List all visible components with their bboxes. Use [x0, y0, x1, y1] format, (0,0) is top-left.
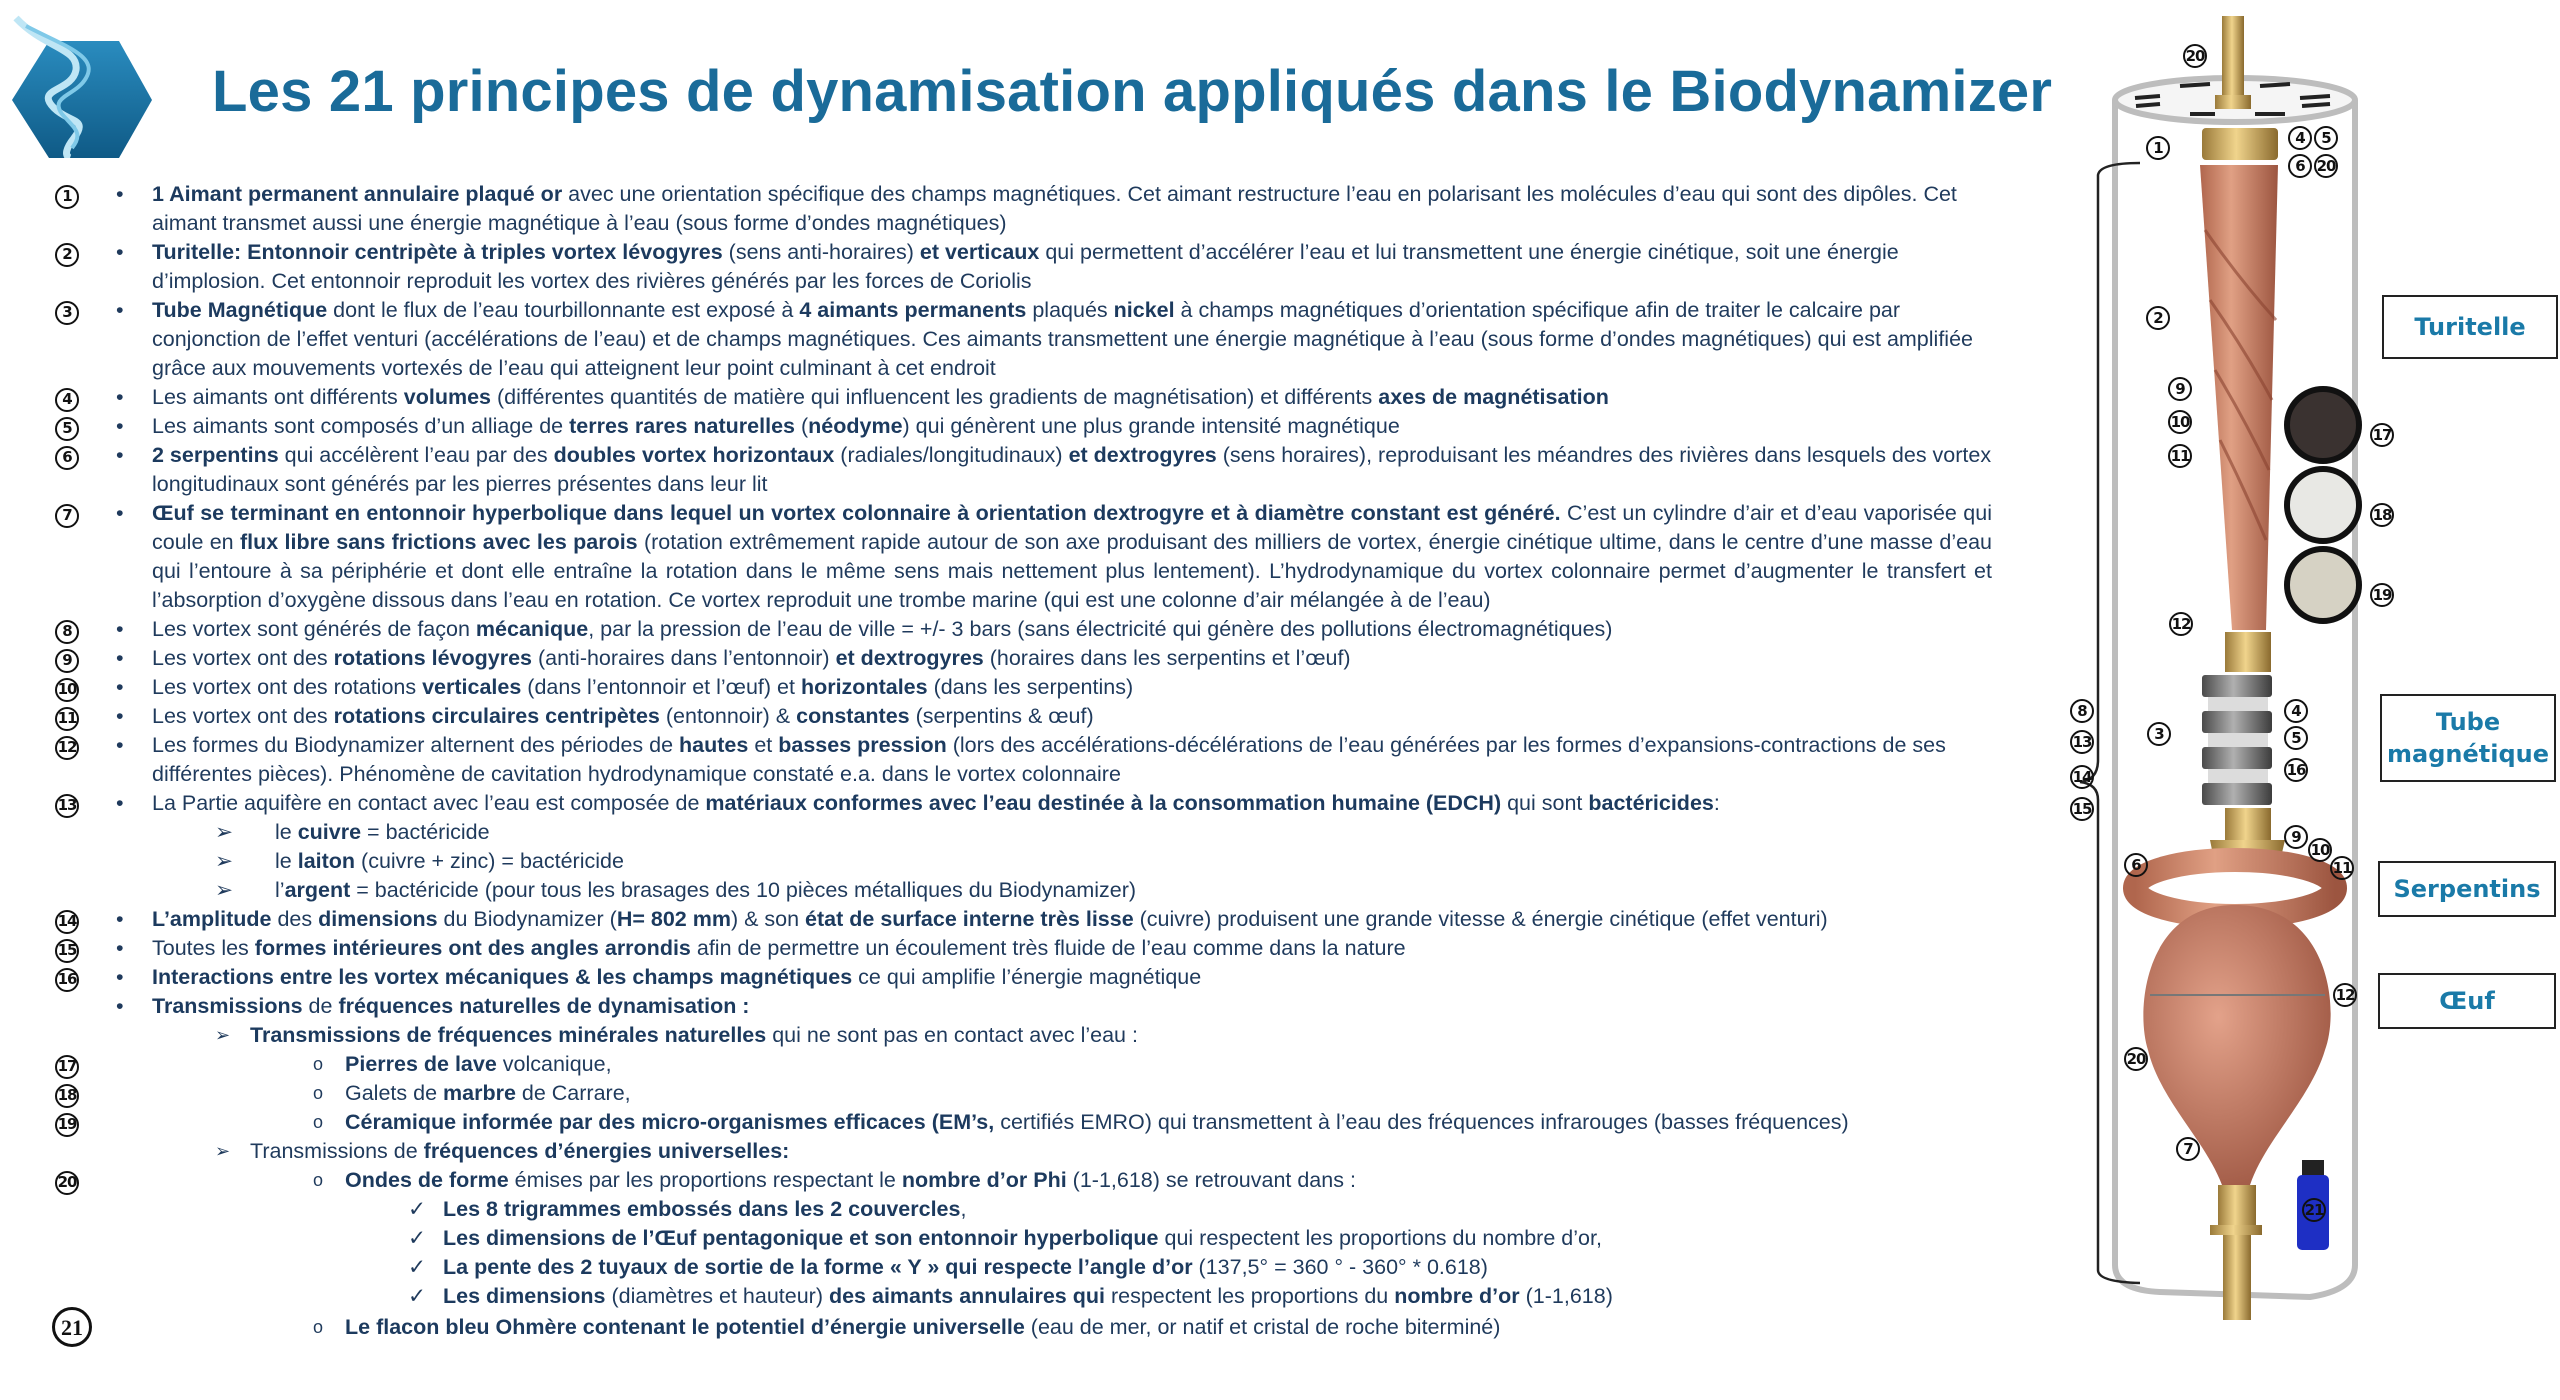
bullet-icon: ✓: [408, 1197, 427, 1221]
callout-4: 4: [2288, 126, 2312, 150]
text: du Biodynamizer (: [437, 907, 617, 931]
callout-1: 1: [2146, 136, 2170, 160]
callout-4: 4: [2284, 699, 2308, 723]
bold-text: basses pression: [778, 733, 947, 757]
bold-text: Œuf se terminant en entonnoir hyperbolique dans lequel un vortex colonnaire à orientation dextrogyre et à diamètre constant est généré.: [152, 501, 1561, 525]
principle-number: [52, 963, 82, 992]
principle-row: [0, 731, 1992, 789]
principle-text: [275, 849, 624, 873]
callout-11: 11: [2330, 856, 2354, 880]
principle-row: [0, 992, 1992, 1021]
principle-row: [0, 238, 1992, 296]
principle-number: [52, 441, 82, 470]
text: de Carrare,: [515, 1081, 631, 1105]
callout-15: 15: [2070, 797, 2094, 821]
principle-text: [152, 733, 1946, 786]
text: = bactéricide: [361, 820, 490, 844]
principle-text: [152, 385, 1609, 409]
label-tube-magnetique: Tube magnétique: [2380, 694, 2556, 782]
principle-number: [52, 702, 82, 731]
bold-text: volumes: [403, 385, 492, 409]
principle-row: [0, 1137, 2000, 1166]
principle-row: [0, 905, 1992, 934]
bold-text: 2 serpentins: [152, 443, 279, 467]
bullet-icon: o: [313, 1317, 324, 1337]
text: avec une orientation spécifique des champs magnétiques. Cet aimant restructure l’eau en polarisant les molécules d’eau qui sont des dipôles. Cet aimant transmet aussi une énergie magnétique à l’eau (sous forme d’ondes magnétiques): [152, 182, 1957, 235]
principle-row: [0, 1282, 2000, 1311]
principle-number: [52, 180, 82, 209]
principle-text: [152, 907, 1828, 931]
principle-number: [52, 296, 82, 325]
bold-text: 4 aimants permanents: [799, 298, 1027, 322]
text: Transmissions de: [250, 1139, 424, 1163]
bullet-icon: •: [116, 298, 124, 322]
bold-text: laiton: [297, 849, 356, 873]
callout-16: 16: [2284, 758, 2308, 782]
principle-text: [152, 501, 1992, 612]
label-oeuf: Œuf: [2378, 973, 2556, 1029]
principle-row: [0, 934, 1992, 963]
bold-text: Les dimensions: [443, 1284, 606, 1308]
text: C’est un cylindre d’air et d’eau vaporisée qui coule en: [152, 501, 1992, 554]
text: , par la pression de l’eau de ville = +/- 3 bars (sans électricité qui génère des pollutions électromagnétiques): [588, 617, 1613, 641]
bullet-icon: •: [116, 182, 124, 206]
circled-number-icon: 7: [55, 504, 79, 528]
bullet-icon: •: [116, 443, 124, 467]
circled-number-icon: 15: [55, 939, 79, 963]
bold-text: formes intérieures ont des angles arrondis: [254, 936, 691, 960]
bold-text: mécanique: [475, 617, 589, 641]
bold-text: marbre: [443, 1081, 516, 1105]
bold-text: matériaux conformes avec l’eau destinée à la consommation humaine (EDCH): [705, 791, 1502, 815]
circled-number-icon: 21: [52, 1307, 92, 1347]
bold-text: et dextrogyres: [1068, 443, 1217, 467]
text: dont le flux de l’eau tourbillonnante est exposé à: [327, 298, 800, 322]
circled-number-icon: 12: [55, 736, 79, 760]
callout-18: 18: [2370, 503, 2394, 527]
bullet-icon: ➢: [215, 878, 234, 902]
bold-text: 1 Aimant permanent annulaire plaqué or: [152, 182, 563, 206]
bullet-icon: •: [116, 240, 124, 264]
callout-6: 6: [2288, 154, 2312, 178]
callout-20: 20: [2183, 44, 2207, 68]
bold-text: Transmissions de fréquences minérales naturelles: [250, 1023, 767, 1047]
circled-number-icon: 19: [55, 1113, 79, 1137]
circled-number-icon: 14: [55, 910, 79, 934]
bold-text: Le flacon bleu Ohmère contenant le potentiel d’énergie universelle: [345, 1315, 1025, 1339]
bullet-icon: ✓: [408, 1255, 427, 1279]
circled-number-icon: 11: [55, 707, 79, 731]
text: Les vortex ont des: [152, 704, 334, 728]
bullet-icon: •: [116, 501, 124, 525]
principle-number: [52, 412, 82, 441]
callout-7: 7: [2176, 1137, 2200, 1161]
principle-row: [0, 702, 1992, 731]
bold-text: verticales: [422, 675, 522, 699]
bold-text: et verticaux: [919, 240, 1040, 264]
principle-row: [0, 1166, 2000, 1195]
bullet-icon: ➢: [215, 820, 234, 844]
circled-number-icon: 4: [55, 388, 79, 412]
bold-text: terres rares naturelles: [569, 414, 795, 438]
principle-row: [0, 1050, 2000, 1079]
label-turitelle: Turitelle: [2382, 295, 2558, 359]
bullet-icon: •: [116, 704, 124, 728]
principle-row: [0, 963, 1992, 992]
circled-number-icon: 8: [55, 620, 79, 644]
bullet-icon: •: [116, 907, 124, 931]
principle-number: [52, 1307, 82, 1347]
callout-17: 17: [2370, 423, 2394, 447]
bold-text: néodyme: [808, 414, 903, 438]
bold-text: dimensions: [318, 907, 438, 931]
principle-row: [0, 1253, 2000, 1282]
text: (horaires dans les serpentins et l’œuf): [983, 646, 1351, 670]
callout-10: 10: [2308, 838, 2332, 862]
text: (137,5° = 360 ° - 360° * 0.618): [1192, 1255, 1488, 1279]
principle-text: [443, 1226, 1602, 1250]
text: et: [748, 733, 779, 757]
bold-text: Turitelle: Entonnoir centripète à triples vortex lévogyres: [152, 240, 723, 264]
bullet-icon: •: [116, 617, 124, 641]
bullet-icon: ✓: [408, 1226, 427, 1250]
principle-row: [0, 296, 1992, 383]
principle-number: [52, 789, 82, 818]
bold-text: argent: [284, 878, 351, 902]
flask-cap: [2302, 1160, 2324, 1176]
callout-19: 19: [2370, 583, 2394, 607]
text: à champs magnétiques d’orientation spécifique afin de traiter le calcaire par conjonction de l’effet venturi (accélérations de l’eau) et de champs magnétiques. Ces aimants transmettent une énergie magnétique à l’eau (sous forme d’ondes magnétiques) qui est amplifiée grâce aux mouvements vortexés de l’eau qui atteignent leur point culminant à cet endroit: [152, 298, 1973, 380]
principle-row: [0, 180, 1992, 238]
text: (cuivre) produisent une grande vitesse & énergie cinétique (effet venturi): [1133, 907, 1828, 931]
bold-text: des aimants annulaires qui: [828, 1284, 1105, 1308]
principle-text: [152, 704, 1094, 728]
callout-12: 12: [2169, 612, 2193, 636]
principle-row: [0, 412, 1992, 441]
text: qui permettent d’accélérer l’eau et lui transmettent une énergie cinétique, soit une énergie d’implosion. Cet entonnoir reproduit les vortex des rivières générés par les forces de Coriolis: [152, 240, 1899, 293]
principle-text: [152, 994, 749, 1018]
principle-row: [0, 615, 1992, 644]
bullet-icon: ➢: [215, 849, 234, 873]
principle-row: [0, 1021, 2000, 1050]
callout-8: 8: [2070, 699, 2094, 723]
text: (eau de mer, or natif et cristal de roche biterminé): [1024, 1315, 1501, 1339]
circled-number-icon: 13: [55, 794, 79, 818]
circled-number-icon: 1: [55, 185, 79, 209]
principle-row: [0, 499, 2002, 615]
text: :: [1713, 791, 1720, 815]
text: Les vortex ont des rotations: [152, 675, 423, 699]
principle-row: [0, 1079, 2000, 1108]
bullet-icon: o: [313, 1054, 324, 1074]
principle-number: [52, 905, 82, 934]
principle-number: [52, 383, 82, 412]
circled-number-icon: 16: [55, 968, 79, 992]
bracket: [2080, 163, 2140, 1283]
bullet-icon: •: [116, 791, 124, 815]
principle-row: [0, 1224, 2000, 1253]
bullet-icon: •: [116, 936, 124, 960]
bullet-icon: •: [116, 385, 124, 409]
text: (dans l’entonnoir et l’œuf) et: [521, 675, 801, 699]
bullet-icon: •: [116, 965, 124, 989]
text: ce qui amplifie l’énergie magnétique: [852, 965, 1202, 989]
circled-number-icon: 2: [55, 243, 79, 267]
text: (sens horaires), reproduisant les méandres des rivières dans lesquels des vortex longitudinaux sont générés par les pierres présentes dans leur lit: [152, 443, 1992, 496]
callout-5: 5: [2314, 126, 2338, 150]
vortex-hexagon-logo: [4, 8, 154, 158]
text: (dans les serpentins): [927, 675, 1134, 699]
text: Les vortex ont des: [152, 646, 334, 670]
principle-row: [0, 789, 1992, 818]
text: qui respectent les proportions du nombre d’or,: [1158, 1226, 1602, 1250]
circled-number-icon: 18: [55, 1084, 79, 1108]
circled-number-icon: 3: [55, 301, 79, 325]
bold-text: H= 802 mm: [616, 907, 731, 931]
principle-row: [0, 644, 1992, 673]
text: Toutes les: [152, 936, 255, 960]
principle-text: [345, 1168, 1356, 1192]
text: (lors des accélérations-décélérations de l’eau générées par les formes d’expansions-contractions de ses différentes pièces). Phénomène de cavitation hydrodynamique constaté e.a. dans le vortex colonnaire: [152, 733, 1946, 786]
principle-text: [152, 240, 1899, 293]
bold-text: flux libre sans frictions avec les parois: [239, 530, 638, 554]
principle-text: [152, 298, 1973, 380]
text: respectent les proportions du: [1104, 1284, 1395, 1308]
text: (radiales/longitudinaux): [834, 443, 1069, 467]
bold-text: nickel: [1113, 298, 1175, 322]
principle-number: [52, 673, 82, 702]
callout-12: 12: [2333, 983, 2357, 1007]
principle-text: [443, 1255, 1488, 1279]
bold-text: Pierres de lave: [345, 1052, 497, 1076]
callout-9: 9: [2168, 377, 2192, 401]
principle-row: [0, 673, 1992, 702]
bold-text: horizontales: [800, 675, 928, 699]
text: certifiés EMRO) qui transmettent à l’eau des fréquences infrarouges (basses fréquences): [994, 1110, 1849, 1134]
bold-text: Les 8 trigrammes embossés dans les 2 couvercles: [443, 1197, 961, 1221]
principle-text: [152, 414, 1400, 438]
callout-5: 5: [2284, 726, 2308, 750]
text: le: [275, 849, 298, 873]
text: l’: [275, 878, 285, 902]
text: de: [302, 994, 339, 1018]
principle-text: [275, 878, 1136, 902]
bold-text: Ondes de forme: [345, 1168, 509, 1192]
principle-text: [152, 443, 1991, 496]
bullet-icon: •: [116, 675, 124, 699]
principle-number: [52, 1166, 82, 1195]
principle-text: [275, 820, 490, 844]
bold-text: Les dimensions de l’Œuf pentagonique et son entonnoir hyperbolique: [443, 1226, 1159, 1250]
principle-number: [52, 499, 82, 528]
text: afin de permettre un écoulement très fluide de l’eau comme dans la nature: [690, 936, 1406, 960]
principle-text: [152, 936, 1406, 960]
callout-6: 6: [2124, 853, 2148, 877]
callout-21: 21: [2302, 1198, 2326, 1222]
callout-20: 20: [2124, 1047, 2148, 1071]
principles-list: [0, 180, 2000, 1342]
bold-text: fréquences d’énergies universelles:: [423, 1139, 790, 1163]
principle-text: [345, 1110, 1849, 1134]
circled-number-icon: 6: [55, 446, 79, 470]
callout-13: 13: [2070, 730, 2094, 754]
text: qui sont: [1501, 791, 1589, 815]
callout-10: 10: [2168, 410, 2192, 434]
bold-text: hautes: [679, 733, 749, 757]
bold-text: nombre d’or: [1394, 1284, 1520, 1308]
callout-9: 9: [2284, 825, 2308, 849]
principle-text: [152, 646, 1351, 670]
callout-2: 2: [2146, 306, 2170, 330]
bold-text: fréquences naturelles de dynamisation :: [338, 994, 750, 1018]
principle-row: [0, 1313, 2000, 1342]
bold-text: et dextrogyres: [835, 646, 984, 670]
text: (cuivre + zinc) = bactéricide: [355, 849, 624, 873]
text: (anti-horaires dans l’entonnoir): [532, 646, 836, 670]
text: ) qui génèrent une plus grande intensité magnétique: [902, 414, 1400, 438]
label-serpentins: Serpentins: [2378, 861, 2556, 917]
principle-text: [250, 1023, 1138, 1047]
bold-text: Céramique informée par des micro-organismes efficaces (EM’s,: [345, 1110, 995, 1134]
bullet-icon: •: [116, 994, 124, 1018]
bold-text: Interactions entre les vortex mécaniques & les champs magnétiques: [152, 965, 853, 989]
bullet-icon: o: [313, 1083, 324, 1103]
text: Galets de: [345, 1081, 443, 1105]
callout-20: 20: [2314, 154, 2338, 178]
circled-number-icon: 17: [55, 1055, 79, 1079]
principle-text: [152, 965, 1201, 989]
bold-text: cuivre: [297, 820, 362, 844]
bullet-icon: ➢: [215, 1141, 231, 1161]
bold-text: Transmissions: [152, 994, 303, 1018]
bold-text: nombre d’or Phi: [901, 1168, 1067, 1192]
text: émises par les proportions respectant le: [508, 1168, 902, 1192]
principle-number: [52, 238, 82, 267]
principle-text: [345, 1315, 1500, 1339]
text: ,: [960, 1197, 967, 1221]
bold-text: L’amplitude: [152, 907, 272, 931]
principle-number: [52, 731, 82, 760]
biodynamizer-diagram: [2040, 0, 2560, 1395]
principle-number: [52, 644, 82, 673]
text: qui accélèrent l’eau par des: [278, 443, 554, 467]
principle-text: [443, 1197, 966, 1221]
principle-row: [0, 818, 2000, 847]
bold-text: état de surface interne très lisse: [805, 907, 1134, 931]
bold-text: Tube Magnétique: [152, 298, 328, 322]
bold-text: rotations lévogyres: [333, 646, 533, 670]
principle-row: [0, 847, 2000, 876]
text: Les formes du Biodynamizer alternent des périodes de: [152, 733, 680, 757]
text: (entonnoir) &: [659, 704, 797, 728]
principle-text: [443, 1284, 1613, 1308]
text: (1-1,618): [1519, 1284, 1613, 1308]
bullet-icon: ✓: [408, 1284, 427, 1308]
principle-number: [52, 934, 82, 963]
principle-row: [0, 441, 1992, 499]
principle-text: [345, 1052, 612, 1076]
text: (rotation extrêmement rapide autour de son axe produisant des milliers de vortex, énergie cinétique ultime, dans le centre d’une masse d’eau qui l’entoure à sa périphérie et dont elle entraîne la rotation dans le même sens mais nettement plus lentement). L’hydrodynamique du vortex colonnaire permet d’augmenter le transfert et l’absorption d’oxygène dissous dans l’eau en rotation. Ce vortex reproduit une trombe marine (qui est une colonne d’air mélangée à de l’eau): [152, 530, 1993, 612]
text: (serpentins & œuf): [909, 704, 1094, 728]
principle-text: [152, 182, 1957, 235]
principle-row: [0, 876, 2000, 905]
circled-number-icon: 10: [55, 678, 79, 702]
principle-row: [0, 1108, 2000, 1137]
principle-number: [52, 1108, 82, 1137]
principle-number: [52, 1050, 82, 1079]
principle-text: [345, 1081, 631, 1105]
bullet-icon: ➢: [215, 1025, 231, 1045]
text: (diamètres et hauteur): [605, 1284, 829, 1308]
text: Les aimants ont différents: [152, 385, 404, 409]
principle-text: [152, 675, 1133, 699]
bold-text: rotations circulaires centripètes: [333, 704, 660, 728]
text: (sens anti-horaires): [722, 240, 920, 264]
callout-3: 3: [2147, 722, 2171, 746]
text: (: [795, 414, 809, 438]
circled-number-icon: 20: [55, 1171, 79, 1195]
principle-row: [0, 383, 1992, 412]
callout-11: 11: [2168, 444, 2192, 468]
circled-number-icon: 5: [55, 417, 79, 441]
principle-number: [52, 615, 82, 644]
bold-text: doubles vortex horizontaux: [553, 443, 835, 467]
text: volcanique,: [496, 1052, 612, 1076]
text: (différentes quantités de matière qui influencent les gradients de magnétisation) et différents: [491, 385, 1379, 409]
text: Les aimants sont composés d’un alliage de: [152, 414, 570, 438]
text: La Partie aquifère en contact avec l’eau est composée de: [152, 791, 706, 815]
bold-text: La pente des 2 tuyaux de sortie de la forme « Y » qui respecte l’angle d’or: [443, 1255, 1193, 1279]
bullet-icon: o: [313, 1112, 324, 1132]
text: (1-1,618) se retrouvant dans :: [1066, 1168, 1356, 1192]
text: = bactéricide (pour tous les brasages des 10 pièces métalliques du Biodynamizer): [350, 878, 1137, 902]
text: le: [275, 820, 298, 844]
bullet-icon: •: [116, 414, 124, 438]
page-title: Les 21 principes de dynamisation appliqués dans le Biodynamizer: [212, 59, 2053, 124]
bullet-icon: o: [313, 1170, 324, 1190]
principle-text: [152, 791, 1720, 815]
bullet-icon: •: [116, 733, 124, 757]
callout-14: 14: [2070, 765, 2094, 789]
principle-text: [152, 617, 1612, 641]
principle-number: [52, 1079, 82, 1108]
text: plaqués: [1026, 298, 1114, 322]
text: ) & son: [730, 907, 806, 931]
circled-number-icon: 9: [55, 649, 79, 673]
bold-text: bactéricides: [1588, 791, 1714, 815]
text: des: [271, 907, 319, 931]
text: qui ne sont pas en contact avec l’eau :: [766, 1023, 1138, 1047]
principle-row: [0, 1195, 2000, 1224]
bullet-icon: •: [116, 646, 124, 670]
principle-text: [250, 1139, 789, 1163]
bold-text: constantes: [796, 704, 910, 728]
text: Les vortex sont générés de façon: [152, 617, 476, 641]
bold-text: axes de magnétisation: [1378, 385, 1609, 409]
